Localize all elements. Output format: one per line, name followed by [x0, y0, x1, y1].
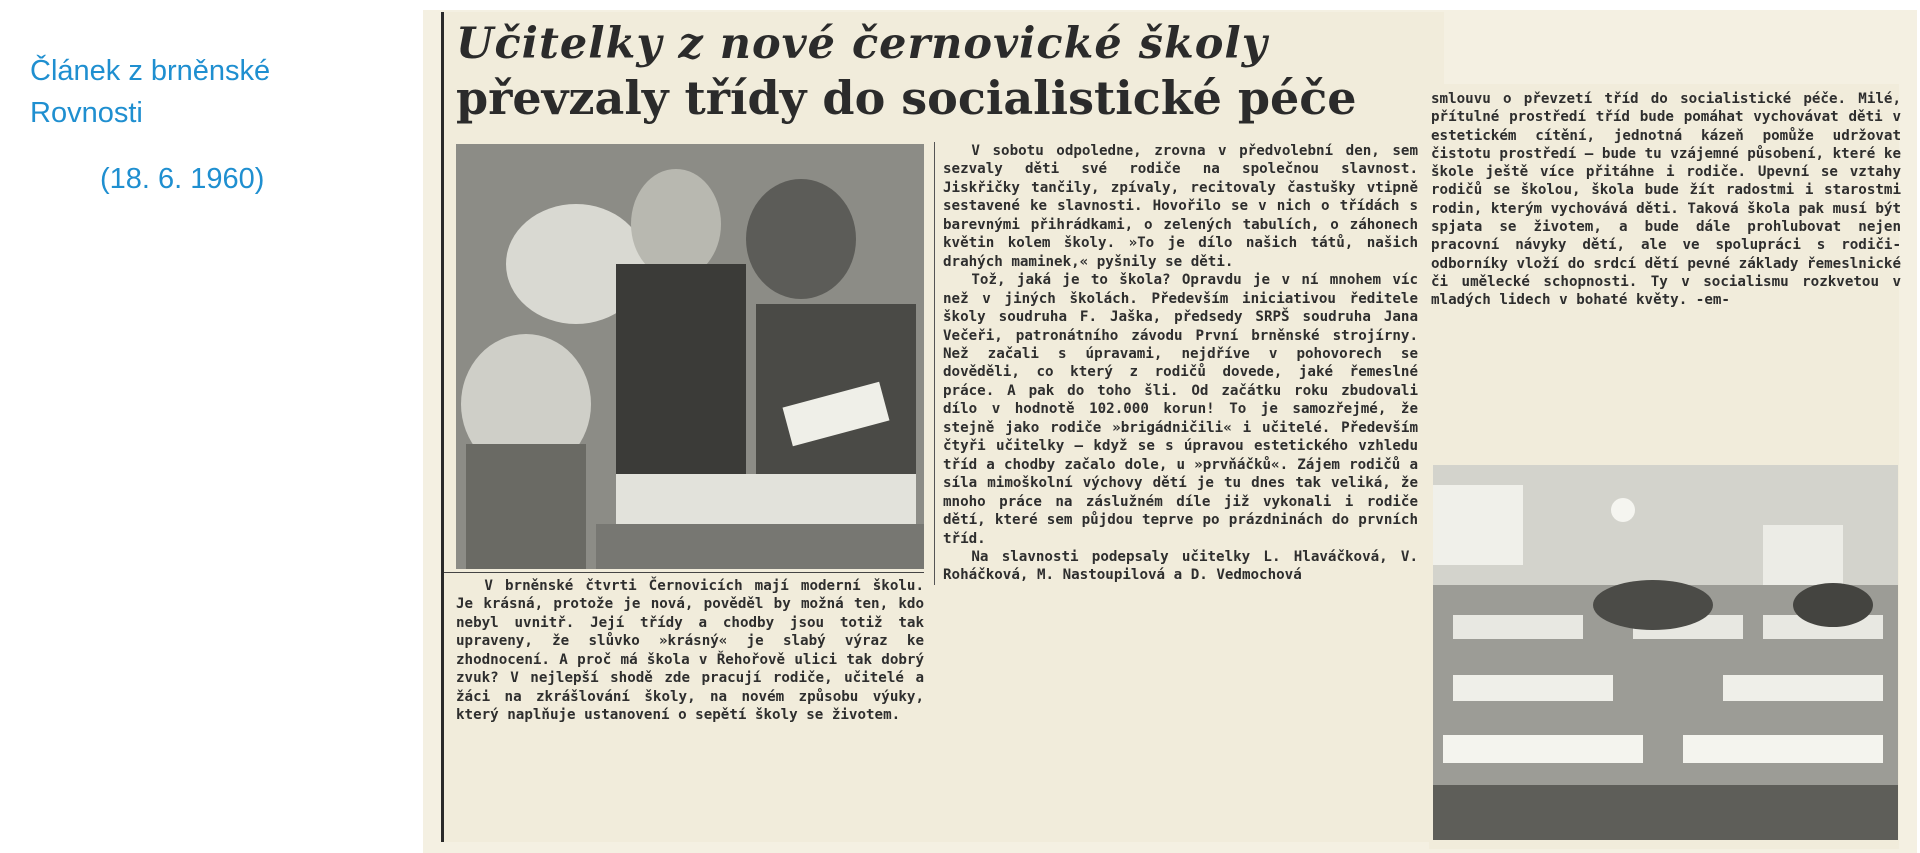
left-paragraph: V brněnské čtvrti Černovicích mají moderní školu. Je krásná, protože je nová, pověděl by možná ten, kdo nebyl uvnitř. Její třídy a chodby jsou totiž tak upraveny, že slůvko »krásný« je slabý výraz ke zhodnocení. A proč má škola v Řehořově ulici tak dobrý zvuk? V nejlepší shodě zde pracují rodiče, učitelé a žáci na zkrášlování školy, na novém způsobu výuky, který naplňuje ustanovení o sepětí školy se životem.	[456, 578, 924, 724]
article-column-middle	[934, 142, 1418, 585]
mid-paragraph-1: V sobotu odpoledne, zrovna v předvolební den, sem sezvaly děti své rodiče na společnou slavnost. Jiskřičky tančily, zpívaly, recitovaly častušky vtipně sestavené ke slavnosti. Hovořilo se v nich o třídách s barevnými přihrádkami, o zelených tabulích, o záhonech květin kolem školy. »To je dílo našich tátů, našich drahých maminek,« pyšnily se děti.	[943, 143, 1418, 270]
clipping-main-sheet	[441, 12, 1444, 842]
photo-classroom	[1433, 465, 1898, 840]
mid-paragraph-3: Na slavnosti podepsaly učitelky L. Hlaváčková, V. Roháčková, M. Nastoupilová a D. Vedmochová	[943, 548, 1418, 584]
right-paragraph: smlouvu o převzetí tříd do socialistické péče. Milé, přítulné prostředí tříd bude pomáhat vychovávat děti v estetickém cítění, jednotná kázeň pomůže udržovat čistotu prostředí — bude tu vzájemné působení, které ke škole ještě více přitáhne i rodiče. Upevní se vztahy rodičů se školou, škola bude žít radostmi i starostmi rodin, kterým vychovává děti. Taková škola pak musí být spjata se životem, a bude dále prohlubovat nejen pracovní návyky dětí, ale ve spolupráci s rodiči-odborníky vloží do srdcí dětí pevné základy řemeslnické či umělecké schopnosti. Ty v socialismu rozkvetou v mladých lidech v bohaté květy. -em-	[1431, 91, 1901, 309]
caption-title	[30, 50, 390, 134]
newspaper-clipping	[423, 10, 1917, 853]
mid-paragraph-2: Tož, jaká je to škola? Opravdu je v ní mnohem víc než v jiných školách. Především iniciativou ředitele školy soudruha F. Jaška, předsedy SRPŠ soudruha Jana Večeři, patronátního závodu První brněnské strojírny. Než začali s úpravami, nejdříve v pohovorech se dověděli, co který z rodičů dovede, jaké řemeslné práce. A pak do toho šli. Od začátku roku zbudovali dílo v hodnotě 102.000 korun! To je samozřejmé, že stejně jako rodiče »brigádničili« i učitelé. Především čtyři učitelky — když se s úpravou estetického vzhledu tříd a chodby začalo dole, u »prvňáčků«. Zájem rodičů a síla mimoškolní výchovy dětí je tu dnes tak veliká, že mnoho práce na záslužném díle již vykonali i rodiče dětí, které sem půjdou teprve po prázdninách do prvních tříd.	[943, 272, 1418, 547]
headline-line2: převzaly třídy do socialistické péče	[456, 71, 1357, 125]
photo-teachers-illustration	[456, 144, 924, 569]
article-headline	[456, 18, 1436, 126]
caption-title-line2: Rovnosti	[30, 97, 143, 129]
article-column-right	[1431, 90, 1901, 310]
headline-line1: Učitelky z nové černovické školy	[456, 19, 1268, 69]
caption-date: (18. 6. 1960)	[100, 163, 265, 195]
caption-title-line1: Článek z brněnské	[30, 55, 271, 87]
photo-teachers-and-children	[456, 144, 924, 569]
photo-rule	[444, 572, 924, 573]
page-caption	[30, 50, 390, 199]
photo-classroom-illustration	[1433, 465, 1898, 840]
article-column-left	[456, 577, 924, 725]
